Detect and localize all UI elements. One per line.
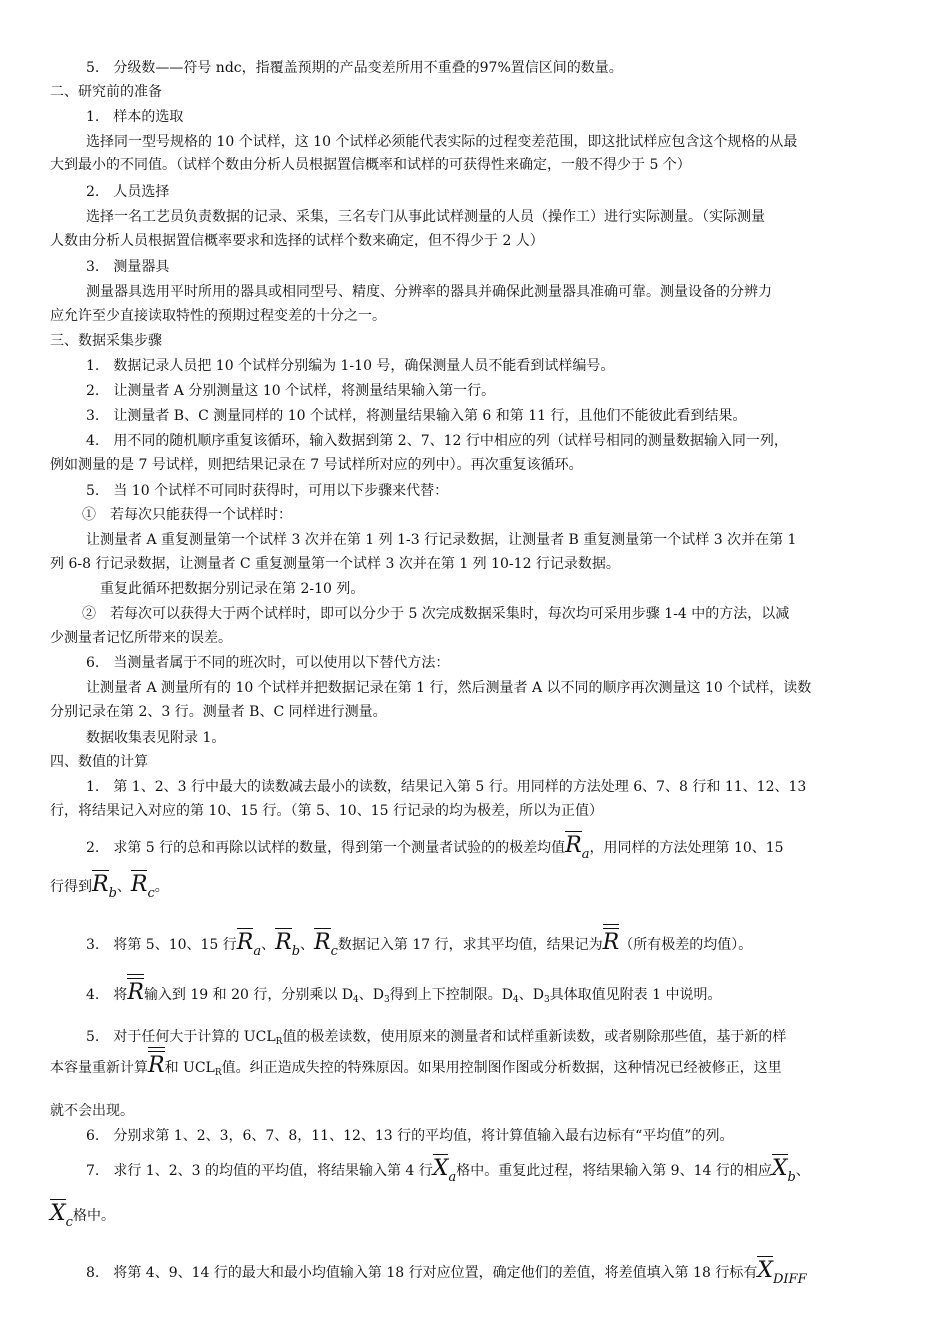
subheading: 2. 人员选择 <box>86 184 170 200</box>
text-line: 选择一名工艺员负责数据的记录、采集，三名专门从事此试样测量的人员（操作工）进行实际测量。（实际测量 <box>86 209 765 225</box>
subscript: 3 <box>543 995 550 1005</box>
text-line: 例如测量的是 7 号试样，则把结果记录在 7 号试样所对应的列中）。再次重复该循环。 <box>50 457 583 473</box>
text-fragment: 格中。重复此过程，将结果输入第 9、14 行的相应 <box>456 1163 772 1179</box>
subheading: 1. 样本的选取 <box>86 109 184 125</box>
text-line: 5. 分级数——符号 ndc，指覆盖预期的产品变差所用不重叠的97%置信区间的数量。 <box>86 60 623 76</box>
text-line: 列 6-8 行记录数据，让测量者 C 重复测量第一个试样 3 次并在第 1 列 10-12 行记录数据。 <box>50 556 620 572</box>
text-line: 就不会出现。 <box>50 1103 134 1119</box>
text-line: 3. 让测量者 B、C 测量同样的 10 个试样，将测量结果输入第 6 和第 11 行，且他们不能彼此看到结果。 <box>86 408 747 424</box>
text-fragment: 值的极差读数，使用原来的测量者和试样重新读数，或者剔除那些值，基于新的样 <box>282 1029 787 1045</box>
r-bar-b-symbol: $R_b$ <box>275 930 301 959</box>
r-bar-c-symbol: $R_c$ <box>314 930 338 959</box>
text-line <box>86 980 722 1015</box>
text-fragment: 、 <box>261 937 276 953</box>
text-line <box>50 1201 115 1238</box>
r-double-bar-symbol: R <box>602 930 620 955</box>
text-fragment: 具体取值见附表 1 中说明。 <box>549 987 722 1003</box>
text-fragment: 本容量重新计算 <box>50 1060 148 1076</box>
text-fragment: （所有极差的均值）。 <box>619 937 753 953</box>
section-heading: 三、数据采集步骤 <box>50 333 162 349</box>
text-line <box>86 833 784 870</box>
text-fragment: 值。纠正造成失控的特殊原因。如果用控制图作图或分析数据，这种情况已经被修正，这里 <box>221 1060 782 1076</box>
subscript: 3 <box>384 995 390 1005</box>
r-bar-a-symbol: $R_a$ <box>236 930 262 959</box>
text-line: 1. 第 1、2、3 行中最大的读数减去最小的读数，结果记入第 5 行。用同样的方法处理 6、7、8 行和 11、12、13 <box>86 779 807 795</box>
x-bar-diff-symbol: $X_{DIFF}$ <box>757 1258 807 1287</box>
text-line <box>86 1258 807 1295</box>
text-line: 分别记录在第 2、3 行。测量者 B、C 同样进行测量。 <box>50 704 387 720</box>
subscript: R <box>275 1037 283 1047</box>
r-double-bar-symbol: R <box>148 1053 165 1078</box>
x-bar-b-symbol: $X_b$ <box>771 1156 796 1185</box>
text-line: 重复此循环把数据分别记录在第 2-10 列。 <box>100 581 365 597</box>
subscript: 4 <box>512 995 519 1005</box>
subscript: 4 <box>353 995 359 1005</box>
text-fragment: 行得到 <box>50 879 92 895</box>
text-line <box>86 930 752 967</box>
text-line: 测量器具选用平时所用的器具或相同型号、精度、分辨率的器具并确保此测量器具准确可靠。测量设备的分辨力 <box>86 284 772 300</box>
text-line: 行，将结果记入对应的第 10、15 行。（第 5、10、15 行记录的均为极差，所以为正值） <box>50 803 603 819</box>
text-fragment: 输入到 19 和 20 行，分别乘以 D <box>143 987 354 1003</box>
text-fragment: 和 UCL <box>164 1060 215 1076</box>
subscript: R <box>214 1068 222 1078</box>
r-bar-c-symbol: $R_c$ <box>130 872 155 901</box>
section-heading: 四、数值的计算 <box>50 754 148 770</box>
text-line: ② 若每次可以获得大于两个试样时，即可以分少于 5 次完成数据采集时，每次均可采用步骤 1-4 中的方法，以减 <box>82 606 790 622</box>
text-line: ① 若每次只能获得一个试样时： <box>82 507 292 523</box>
text-line: 选择同一型号规格的 10 个试样，这 10 个试样必须能代表实际的过程变差范围，即这批试样应包含这个规格的从最 <box>86 134 798 150</box>
r-double-bar-symbol: R <box>127 980 144 1005</box>
text-line: 少测量者记忆所带来的误差。 <box>50 630 232 646</box>
text-fragment: 2. 求第 5 行的总和再除以试样的数量，得到第一个测量者试验的的极差均值 <box>86 840 566 856</box>
text-line: 2. 让测量者 A 分别测量这 10 个试样，将测量结果输入第一行。 <box>86 383 496 399</box>
text-line <box>50 1053 782 1088</box>
text-line: 人数由分析人员根据置信概率要求和选择的试样个数来确定，但不得少于 2 人） <box>50 233 544 249</box>
text-fragment: 、 <box>795 1163 810 1179</box>
text-fragment: 、D <box>518 987 544 1003</box>
text-line <box>86 1027 786 1052</box>
subheading: 3. 测量器具 <box>86 259 170 275</box>
section-heading: 二、研究前的准备 <box>50 84 162 100</box>
text-line: 1. 数据记录人员把 10 个试样分别编为 1-10 号，确保测量人员不能看到试样编号。 <box>86 358 615 374</box>
r-bar-a-symbol: $R_a$ <box>565 833 590 862</box>
text-line: 5. 当 10 个试样不可同时获得时，可用以下步骤来代替： <box>86 483 449 499</box>
text-line: 6. 分别求第 1、2、3，6、7、8，11、12、13 行的平均值，将计算值输入最右边标有“平均值”的列。 <box>86 1128 734 1144</box>
text-line: 让测量者 A 重复测量第一个试样 3 次并在第 1 列 1-3 行记录数据，让测量者 B 重复测量第一个试样 3 次并在第 1 <box>86 532 797 548</box>
text-fragment: 5. 对于任何大于计算的 UCL <box>86 1029 276 1045</box>
r-bar-b-symbol: $R_b$ <box>92 872 117 901</box>
text-line: 4. 用不同的随机顺序重复该循环，输入数据到第 2、7、12 行中相应的列（试样号相同的测量数据输入同一列， <box>86 433 788 449</box>
text-fragment: ，用同样的方法处理第 10、15 <box>589 840 784 856</box>
text-line: 应允许至少直接读取特性的预期过程变差的十分之一。 <box>50 308 386 324</box>
text-line: 大到最小的不同值。（试样个数由分析人员根据置信概率和试样的可获得性来确定，一般不得少于 5 个） <box>50 157 691 173</box>
text-fragment: 8. 将第 4、9、14 行的最大和最小均值输入第 18 行对应位置，确定他们的差值，将差值填入第 18 行标有 <box>86 1265 758 1281</box>
x-bar-a-symbol: $X_a$ <box>432 1156 457 1185</box>
text-line <box>86 1156 810 1193</box>
text-line: 让测量者 A 测量所有的 10 个试样并把数据记录在第 1 行，然后测量者 A 以不同的顺序再次测量这 10 个试样，读数 <box>86 680 812 696</box>
text-line: 6. 当测量者属于不同的班次时，可以使用以下替代方法： <box>86 655 450 671</box>
text-fragment: 7. 求行 1、2、3 的均值的平均值，将结果输入第 4 行 <box>86 1163 433 1179</box>
text-fragment: 、 <box>300 937 315 953</box>
x-bar-c-symbol: $X_c$ <box>50 1201 73 1230</box>
text-fragment: 、 <box>116 879 131 895</box>
text-fragment: 、D <box>358 987 385 1003</box>
text-fragment: 得到上下控制限。D <box>389 987 513 1003</box>
text-line <box>50 872 169 909</box>
text-fragment: 格中。 <box>72 1208 115 1224</box>
text-fragment: 4. 将 <box>86 987 128 1003</box>
text-fragment: 3. 将第 5、10、15 行 <box>86 937 237 953</box>
text-line: 数据收集表见附录 1。 <box>86 730 226 746</box>
text-fragment: 。 <box>154 879 169 895</box>
text-fragment: 数据记入第 17 行，求其平均值，结果记为 <box>337 937 603 953</box>
